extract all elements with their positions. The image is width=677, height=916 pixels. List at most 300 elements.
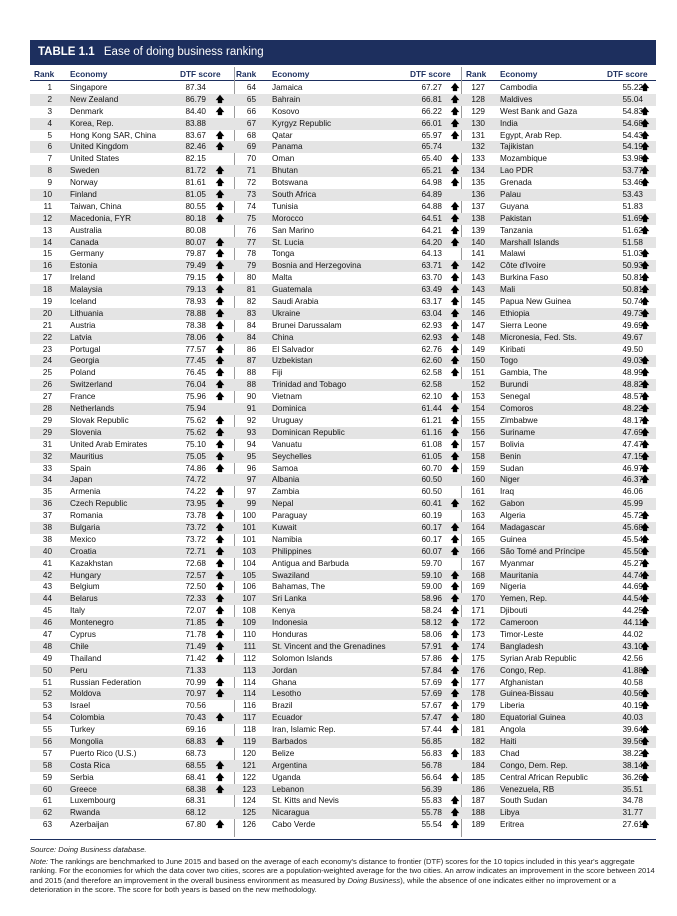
economy-cell: Cyprus: [70, 629, 96, 639]
economy-cell: Saudi Arabia: [272, 297, 319, 307]
rank-cell: 119: [242, 736, 256, 746]
up-arrow-icon: 🡅: [450, 296, 460, 307]
rank-cell: 103: [242, 546, 256, 556]
up-arrow-icon: 🡅: [640, 664, 650, 675]
note-label: Note:: [30, 856, 49, 866]
up-arrow-icon: 🡅: [450, 236, 460, 247]
rank-cell: 4: [47, 118, 52, 128]
table-row: [30, 724, 656, 736]
score-cell: 53.46: [622, 178, 643, 188]
score-cell: 48.82: [622, 380, 643, 390]
rank-cell: 38: [42, 534, 52, 544]
up-arrow-icon: 🡅: [450, 593, 460, 604]
rank-cell: 164: [471, 522, 485, 532]
table-row: [30, 498, 656, 510]
table-row: [30, 546, 656, 558]
score-cell: 45.99: [622, 499, 643, 509]
up-arrow-icon: 🡅: [640, 819, 650, 830]
economy-cell: Sweden: [70, 166, 100, 176]
economy-cell: Niger: [500, 475, 520, 485]
score-cell: 80.18: [185, 213, 206, 223]
up-arrow-icon: 🡅: [640, 759, 650, 770]
score-cell: 42.56: [622, 653, 643, 663]
rank-cell: 134: [471, 166, 485, 176]
rank-cell: 8: [47, 166, 52, 176]
rank-cell: 20: [42, 308, 52, 318]
table-row: [30, 379, 656, 391]
rank-cell: 3: [47, 106, 52, 116]
score-cell: 63.71: [421, 261, 442, 271]
economy-cell: South Africa: [272, 190, 317, 200]
score-cell: 60.17: [421, 534, 442, 544]
economy-cell: Cambodia: [500, 83, 538, 92]
rank-cell: 40: [42, 546, 52, 556]
score-cell: 80.07: [185, 237, 206, 247]
table-row: [30, 284, 656, 296]
up-arrow-icon: 🡅: [640, 617, 650, 628]
economy-cell: Zambia: [272, 487, 300, 497]
score-cell: 57.91: [421, 641, 442, 651]
up-arrow-icon: 🡅: [215, 165, 225, 176]
economy-cell: Italy: [70, 606, 86, 616]
score-cell: 38.22: [622, 748, 643, 758]
score-cell: 45.27: [622, 558, 643, 568]
score-cell: 68.73: [185, 748, 206, 758]
up-arrow-icon: 🡅: [640, 474, 650, 485]
rank-cell: 60: [42, 784, 52, 794]
score-cell: 68.41: [185, 772, 206, 782]
table-row: [30, 807, 656, 819]
rank-cell: 79: [246, 261, 256, 271]
rank-cell: 185: [471, 772, 485, 782]
score-cell: 44.11: [623, 618, 643, 628]
economy-cell: Bulgaria: [70, 522, 101, 532]
header-economy-2: Economy: [272, 69, 310, 79]
table-row: [30, 451, 656, 463]
rank-cell: 110: [242, 629, 256, 639]
table-row: [30, 403, 656, 415]
rank-cell: 188: [471, 808, 485, 818]
economy-cell: Jordan: [272, 665, 298, 675]
economy-cell: Ukraine: [272, 308, 301, 318]
economy-cell: Belarus: [70, 594, 98, 604]
economy-cell: Guinea-Bissau: [500, 689, 554, 699]
rank-cell: 161: [471, 487, 485, 497]
table-row: [30, 415, 656, 427]
score-cell: 51.83: [622, 201, 643, 211]
up-arrow-icon: 🡅: [450, 640, 460, 651]
up-arrow-icon: 🡅: [450, 700, 460, 711]
header-economy-1: Economy: [70, 69, 108, 79]
up-arrow-icon: 🡅: [450, 355, 460, 366]
rank-cell: 131: [471, 130, 485, 140]
rank-cell: 125: [242, 808, 256, 818]
table-row: [30, 332, 656, 344]
economy-cell: Burkina Faso: [500, 273, 549, 283]
note-text-1: The rankings are benchmarked to June 2015 and based on the average of each economy's distance to frontier (DTF) scores for the 10 topics included in this year's aggregate ranking. For the economies for which the data cover two cities, scores are a population-weighted average for the two cities. An arrow indicates an improvement in the score between 2014 and 2015 (and therefore an improvement in the overall business environment as measured by: [30, 856, 655, 885]
economy-cell: Ireland: [70, 273, 96, 283]
score-cell: 49.03: [622, 356, 643, 366]
ranking-table: [30, 82, 656, 831]
up-arrow-icon: 🡅: [450, 260, 460, 271]
table-row: [30, 189, 656, 201]
economy-cell: Peru: [70, 665, 88, 675]
score-cell: 49.50: [622, 344, 643, 354]
economy-cell: Mali: [500, 285, 516, 295]
up-arrow-icon: 🡅: [640, 307, 650, 318]
rank-cell: 130: [471, 118, 485, 128]
score-cell: 54.68: [622, 118, 643, 128]
table-row: [30, 439, 656, 451]
score-cell: 75.05: [185, 451, 206, 461]
up-arrow-icon: 🡅: [640, 141, 650, 152]
score-cell: 61.21: [421, 415, 442, 425]
score-cell: 55.83: [421, 796, 442, 806]
up-arrow-icon: 🡅: [640, 391, 650, 402]
rank-cell: 142: [471, 261, 485, 271]
rank-cell: 106: [242, 582, 256, 592]
rank-cell: 99: [246, 499, 256, 509]
score-cell: 46.06: [622, 487, 643, 497]
economy-cell: Romania: [70, 511, 103, 521]
economy-cell: New Zealand: [70, 94, 119, 104]
table-row: [30, 486, 656, 498]
rank-cell: 43: [42, 582, 52, 592]
score-cell: 51.03: [622, 249, 643, 259]
rank-cell: 174: [471, 641, 485, 651]
rank-cell: 169: [471, 582, 485, 592]
economy-cell: Bhutan: [272, 166, 298, 176]
score-cell: 67.80: [185, 820, 206, 830]
score-cell: 60.41: [421, 499, 442, 509]
rank-cell: 58: [42, 760, 52, 770]
table-row: [30, 641, 656, 653]
up-arrow-icon: 🡅: [450, 307, 460, 318]
up-arrow-icon: 🡅: [450, 105, 460, 116]
score-cell: 57.69: [421, 689, 442, 699]
score-cell: 40.03: [622, 713, 643, 723]
rank-cell: 63: [42, 820, 52, 830]
rank-cell: 57: [42, 748, 52, 758]
up-arrow-icon: 🡅: [640, 569, 650, 580]
economy-cell: Australia: [70, 225, 102, 235]
score-cell: 63.04: [421, 308, 442, 318]
economy-cell: Marshall Islands: [500, 237, 560, 247]
economy-cell: Haiti: [500, 736, 517, 746]
rank-cell: 50: [42, 665, 52, 675]
rank-cell: 140: [471, 237, 485, 247]
up-arrow-icon: 🡅: [450, 617, 460, 628]
up-arrow-icon: 🡅: [450, 569, 460, 580]
score-cell: 60.07: [421, 546, 442, 556]
score-cell: 68.55: [185, 760, 206, 770]
up-arrow-icon: 🡅: [450, 82, 460, 92]
score-cell: 44.02: [622, 629, 643, 639]
up-arrow-icon: 🡅: [450, 224, 460, 235]
score-cell: 57.69: [421, 677, 442, 687]
economy-cell: Guinea: [500, 534, 527, 544]
up-arrow-icon: 🡅: [640, 272, 650, 283]
rank-cell: 23: [42, 344, 52, 354]
up-arrow-icon: 🡅: [450, 177, 460, 188]
rank-cell: 33: [42, 463, 52, 473]
table-row: [30, 784, 656, 796]
up-arrow-icon: 🡅: [640, 355, 650, 366]
rank-cell: 68: [246, 130, 256, 140]
score-cell: 71.85: [185, 618, 206, 628]
economy-cell: Jamaica: [272, 83, 303, 92]
rank-cell: 143: [471, 273, 485, 283]
table-row: [30, 94, 656, 106]
up-arrow-icon: 🡅: [450, 331, 460, 342]
score-cell: 56.83: [421, 748, 442, 758]
rank-cell: 36: [42, 499, 52, 509]
up-arrow-icon: 🡅: [640, 640, 650, 651]
up-arrow-icon: 🡅: [215, 414, 225, 425]
score-cell: 87.34: [185, 83, 206, 92]
rank-cell: 107: [242, 594, 256, 604]
economy-cell: Mongolia: [70, 736, 104, 746]
score-cell: 68.12: [185, 808, 206, 818]
table-row: [30, 82, 656, 94]
rank-cell: 183: [471, 748, 485, 758]
score-cell: 40.58: [622, 677, 643, 687]
economy-cell: Egypt, Arab Rep.: [500, 130, 562, 140]
rank-cell: 126: [242, 820, 256, 830]
economy-cell: Ghana: [272, 677, 297, 687]
bottom-rule: [30, 839, 656, 840]
economy-cell: Kiribati: [500, 344, 526, 354]
score-cell: 79.13: [185, 285, 206, 295]
score-cell: 63.70: [421, 273, 442, 283]
rank-cell: 41: [42, 558, 52, 568]
rank-cell: 152: [471, 380, 485, 390]
up-arrow-icon: 🡅: [450, 521, 460, 532]
score-cell: 55.78: [421, 808, 442, 818]
rank-cell: 156: [471, 427, 485, 437]
rank-cell: 35: [42, 487, 52, 497]
up-arrow-icon: 🡅: [640, 319, 650, 330]
table-row: [30, 593, 656, 605]
up-arrow-icon: 🡅: [640, 510, 650, 521]
score-cell: 57.47: [421, 713, 442, 723]
economy-cell: Fiji: [272, 368, 283, 378]
source-label: Source:: [30, 845, 57, 854]
rank-cell: 180: [471, 713, 485, 723]
rank-cell: 49: [42, 653, 52, 663]
up-arrow-icon: 🡅: [450, 212, 460, 223]
score-cell: 65.74: [421, 142, 442, 152]
score-cell: 45.68: [622, 522, 643, 532]
economy-cell: Kenya: [272, 606, 296, 616]
score-cell: 50.81: [622, 273, 643, 283]
score-cell: 39.64: [622, 725, 643, 735]
table-row: [30, 558, 656, 570]
economy-cell: Sri Lanka: [272, 594, 307, 604]
score-cell: 70.99: [185, 677, 206, 687]
rank-cell: 55: [42, 725, 52, 735]
economy-cell: Algeria: [500, 511, 526, 521]
note-italic: Doing Business: [347, 875, 401, 885]
economy-cell: Slovenia: [70, 427, 102, 437]
score-cell: 80.08: [185, 225, 206, 235]
up-arrow-icon: 🡅: [450, 747, 460, 758]
rank-cell: 133: [471, 154, 485, 164]
rank-cell: 78: [246, 249, 256, 259]
economy-cell: Finland: [70, 190, 97, 200]
rank-cell: 81: [246, 285, 256, 295]
score-cell: 76.45: [185, 368, 206, 378]
up-arrow-icon: 🡅: [450, 200, 460, 211]
economy-cell: Nigeria: [500, 582, 526, 592]
up-arrow-icon: 🡅: [215, 569, 225, 580]
score-cell: 62.60: [421, 356, 442, 366]
economy-cell: Dominican Republic: [272, 427, 345, 437]
economy-cell: Netherlands: [70, 404, 115, 414]
economy-cell: Kazakhstan: [70, 558, 113, 568]
score-cell: 86.79: [185, 94, 206, 104]
up-arrow-icon: 🡅: [450, 165, 460, 176]
table-row: [30, 130, 656, 142]
score-cell: 64.13: [421, 249, 442, 259]
up-arrow-icon: 🡅: [450, 403, 460, 414]
economy-cell: Argentina: [272, 760, 308, 770]
rank-cell: 7: [47, 154, 52, 164]
economy-cell: Albania: [272, 475, 300, 485]
up-arrow-icon: 🡅: [640, 724, 650, 735]
up-arrow-icon: 🡅: [450, 819, 460, 830]
economy-cell: Azerbaijan: [70, 820, 109, 830]
rank-cell: 157: [471, 439, 485, 449]
up-arrow-icon: 🡅: [450, 93, 460, 104]
up-arrow-icon: 🡅: [215, 355, 225, 366]
score-cell: 64.21: [421, 225, 442, 235]
table-row: [30, 819, 656, 831]
score-cell: 63.49: [421, 285, 442, 295]
score-cell: 75.94: [185, 404, 206, 414]
rank-cell: 117: [242, 713, 256, 723]
up-arrow-icon: 🡅: [215, 462, 225, 473]
up-arrow-icon: 🡅: [640, 771, 650, 782]
score-cell: 71.49: [185, 641, 206, 651]
rank-cell: 27: [42, 392, 52, 402]
rank-cell: 80: [246, 273, 256, 283]
score-cell: 64.20: [421, 237, 442, 247]
table-row: [30, 201, 656, 213]
up-arrow-icon: 🡅: [215, 688, 225, 699]
score-cell: 73.95: [185, 499, 206, 509]
rank-cell: 127: [471, 83, 485, 92]
up-arrow-icon: 🡅: [640, 747, 650, 758]
up-arrow-icon: 🡅: [640, 129, 650, 140]
rank-cell: 45: [42, 606, 52, 616]
score-cell: 67.27: [421, 83, 442, 92]
rank-cell: 37: [42, 511, 52, 521]
score-cell: 74.22: [185, 487, 206, 497]
rank-cell: 173: [471, 629, 485, 639]
table-row: [30, 510, 656, 522]
rank-cell: 64: [246, 83, 256, 92]
score-cell: 59.10: [421, 570, 442, 580]
up-arrow-icon: 🡅: [215, 260, 225, 271]
score-cell: 55.04: [622, 94, 643, 104]
economy-cell: Bolivia: [500, 439, 525, 449]
economy-cell: Lao PDR: [500, 166, 534, 176]
economy-cell: Senegal: [500, 392, 531, 402]
economy-cell: United States: [70, 154, 120, 164]
economy-cell: Puerto Rico (U.S.): [70, 748, 137, 758]
economy-cell: Poland: [70, 368, 96, 378]
table-row: [30, 748, 656, 760]
score-cell: 44.25: [622, 606, 643, 616]
up-arrow-icon: 🡅: [215, 735, 225, 746]
rank-cell: 88: [246, 380, 256, 390]
economy-cell: Singapore: [70, 83, 108, 92]
economy-cell: Oman: [272, 154, 295, 164]
rank-cell: 178: [471, 689, 485, 699]
header-rank-2: Rank: [236, 69, 257, 79]
up-arrow-icon: 🡅: [450, 676, 460, 687]
rank-cell: 22: [42, 332, 52, 342]
up-arrow-icon: 🡅: [450, 153, 460, 164]
economy-cell: Latvia: [70, 332, 92, 342]
header-score-1: DTF score: [180, 69, 221, 79]
rank-cell: 86: [246, 344, 256, 354]
up-arrow-icon: 🡅: [450, 724, 460, 735]
economy-cell: China: [272, 332, 294, 342]
economy-cell: Kuwait: [272, 522, 297, 532]
up-arrow-icon: 🡅: [450, 545, 460, 556]
rank-cell: 29: [42, 415, 52, 425]
economy-cell: San Marino: [272, 225, 314, 235]
rank-cell: 10: [42, 190, 52, 200]
table-row: [30, 225, 656, 237]
rank-cell: 120: [242, 748, 256, 758]
score-cell: 38.14: [622, 760, 643, 770]
economy-cell: Iceland: [70, 297, 97, 307]
rank-cell: 184: [471, 760, 485, 770]
score-cell: 61.44: [421, 404, 442, 414]
score-cell: 81.05: [185, 190, 206, 200]
up-arrow-icon: 🡅: [215, 284, 225, 295]
economy-cell: France: [70, 392, 96, 402]
score-cell: 48.57: [622, 392, 643, 402]
score-cell: 53.77: [622, 166, 643, 176]
rank-cell: 181: [471, 725, 485, 735]
economy-cell: Namibia: [272, 534, 303, 544]
score-cell: 63.17: [421, 297, 442, 307]
economy-cell: Israel: [70, 701, 91, 711]
rank-cell: 132: [471, 142, 485, 152]
table-footer: [30, 845, 656, 897]
score-cell: 56.85: [421, 736, 442, 746]
score-cell: 74.86: [185, 463, 206, 473]
up-arrow-icon: 🡅: [215, 771, 225, 782]
economy-cell: Suriname: [500, 427, 536, 437]
rank-cell: 88: [246, 368, 256, 378]
up-arrow-icon: 🡅: [450, 628, 460, 639]
economy-cell: Congo, Rep.: [500, 665, 546, 675]
up-arrow-icon: 🡅: [215, 486, 225, 497]
score-cell: 82.15: [185, 154, 206, 164]
rank-cell: 105: [242, 570, 256, 580]
economy-cell: Grenada: [500, 178, 532, 188]
up-arrow-icon: 🡅: [640, 426, 650, 437]
economy-cell: Côte d'Ivoire: [500, 261, 546, 271]
up-arrow-icon: 🡅: [640, 688, 650, 699]
table-row: [30, 605, 656, 617]
economy-cell: Iraq: [500, 487, 515, 497]
